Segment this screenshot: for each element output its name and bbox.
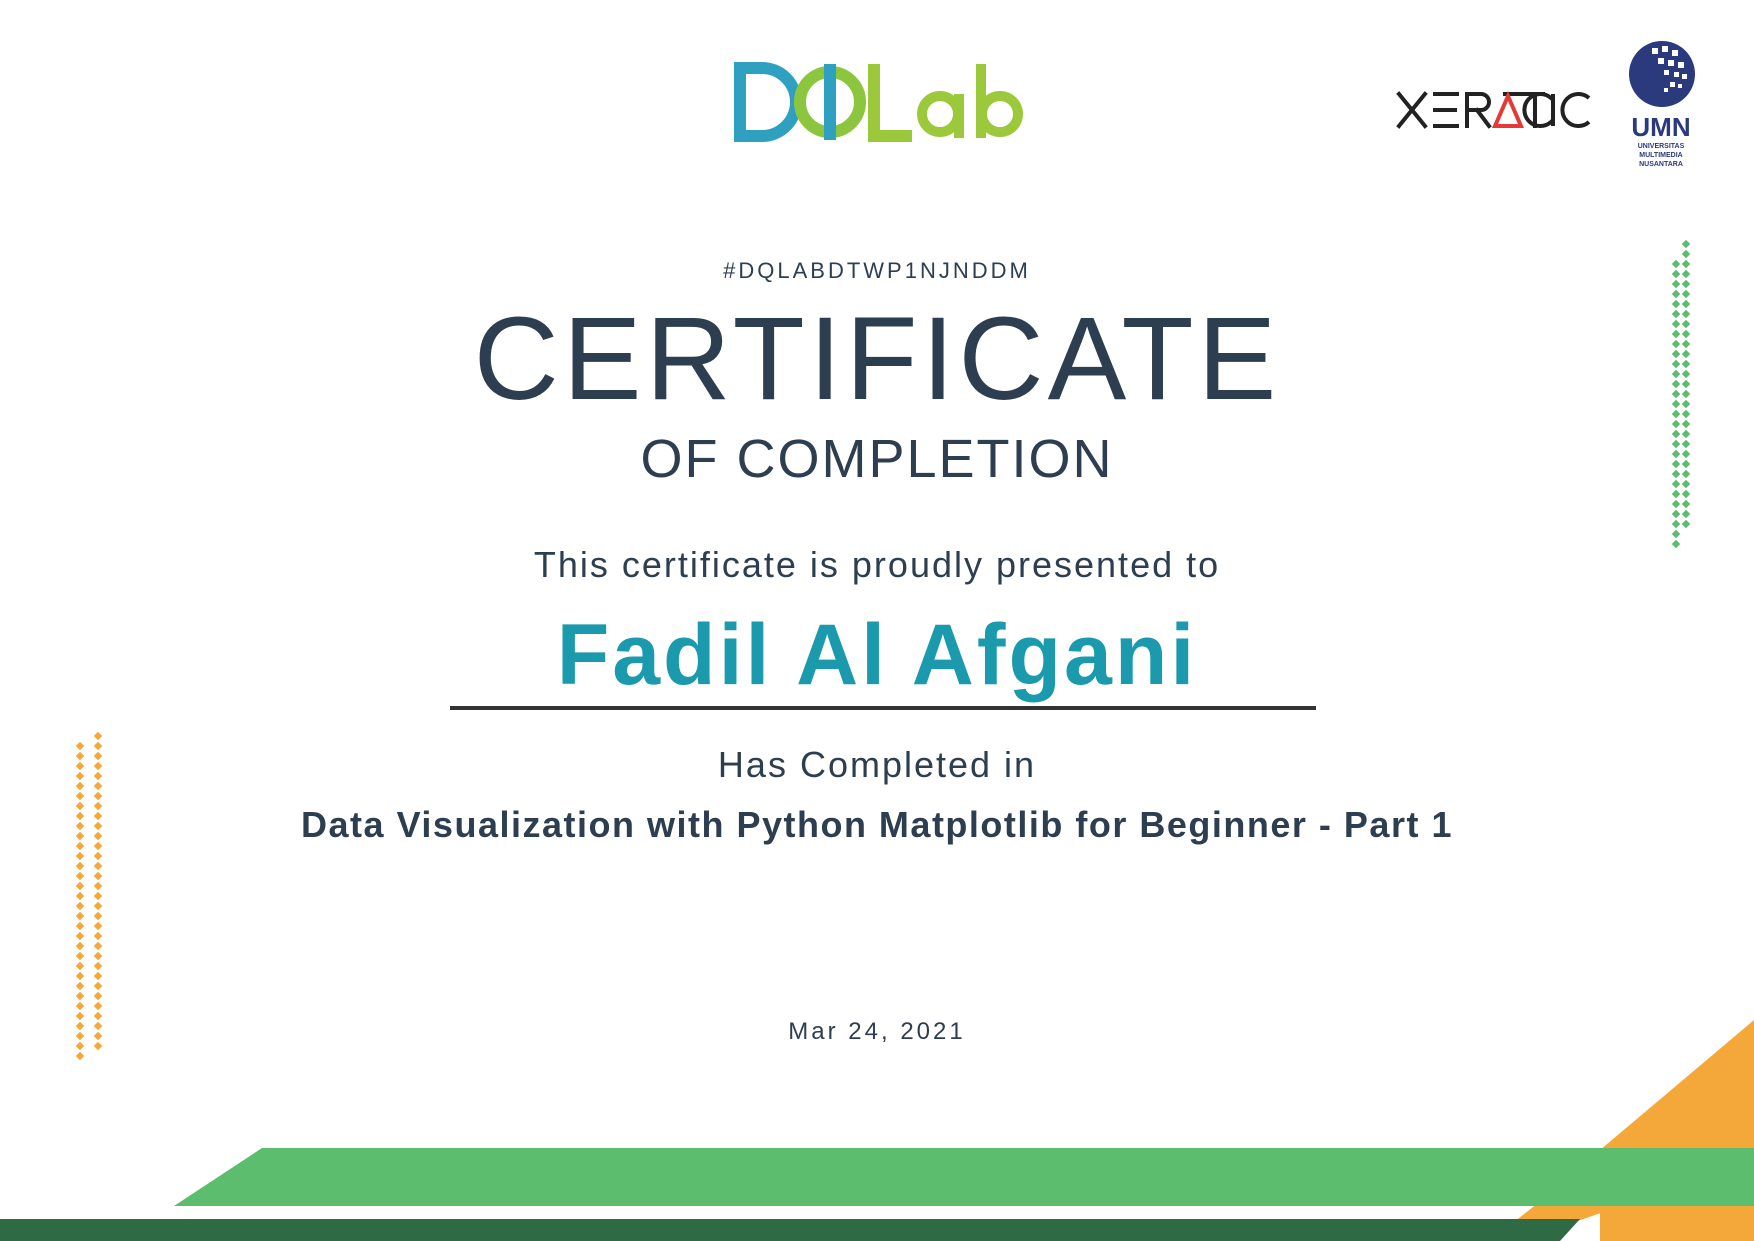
decorative-dot: [76, 872, 84, 880]
umn-sub-1: UNIVERSITAS: [1637, 143, 1685, 150]
umn-sub-2: MULTIMEDIA: [1639, 152, 1683, 159]
decorative-dot: [94, 862, 102, 870]
decorative-dot: [1682, 510, 1690, 518]
decorative-dot: [94, 912, 102, 920]
certificate-title: CERTIFICATE: [473, 293, 1281, 425]
decorative-dot: [1672, 530, 1680, 538]
decorative-dot: [76, 922, 84, 930]
decorative-dot: [76, 942, 84, 950]
decorative-dot: [94, 902, 102, 910]
recipient-name: Fadil Al Afgani: [556, 607, 1198, 703]
decorative-dot: [94, 922, 102, 930]
decorative-dot: [76, 992, 84, 1000]
decorative-dot: [94, 792, 102, 800]
decorative-dot: [76, 792, 84, 800]
decorative-dot: [1672, 520, 1680, 528]
decorative-dot: [76, 962, 84, 970]
decorative-dot: [94, 972, 102, 980]
decorative-dot: [76, 902, 84, 910]
decorative-dot: [94, 942, 102, 950]
decorative-dot: [1672, 490, 1680, 498]
decorative-dot: [94, 932, 102, 940]
decorative-dot: [1672, 420, 1680, 428]
decorative-dot: [76, 862, 84, 870]
dqlab-logo: [732, 58, 1032, 148]
decorative-dot: [94, 852, 102, 860]
name-underline: [450, 706, 1316, 710]
decorative-dot: [76, 912, 84, 920]
decorative-dot: [94, 992, 102, 1000]
decorative-dot: [94, 732, 102, 740]
certificate-subtitle: OF COMPLETION: [640, 429, 1114, 489]
decorative-dot: [94, 982, 102, 990]
decorative-dot: [1672, 500, 1680, 508]
decorative-dot: [76, 882, 84, 890]
decorative-dot: [76, 982, 84, 990]
decorative-dot: [1682, 500, 1690, 508]
decorative-dot: [94, 872, 102, 880]
decorative-dot: [94, 892, 102, 900]
dark-green-band: [0, 1219, 1580, 1241]
bottom-decorative-stripes: [0, 1000, 1754, 1241]
green-band: [174, 1148, 1754, 1206]
umn-wordmark: UMN: [1631, 112, 1691, 142]
decorative-dot: [1682, 250, 1690, 258]
decorative-dot: [1682, 240, 1690, 248]
decorative-dot: [76, 932, 84, 940]
decorative-dot: [1672, 290, 1680, 298]
completed-text: Has Completed in: [717, 744, 1037, 785]
umn-logo: [1622, 38, 1700, 170]
decorative-dot: [1682, 290, 1690, 298]
decorative-dot: [76, 892, 84, 900]
decorative-dot: [1682, 490, 1690, 498]
decorative-dot: [94, 962, 102, 970]
presented-to-text: This certificate is proudly presented to: [533, 544, 1221, 585]
certificate-serial: #DQLABDTWP1NJNDDM: [723, 258, 1031, 283]
decorative-dot: [1682, 520, 1690, 528]
decorative-dot: [76, 972, 84, 980]
decorative-dot: [94, 882, 102, 890]
umn-sub-3: NUSANTARA: [1639, 161, 1683, 168]
certificate-date: Mar 24, 2021: [788, 1018, 966, 1045]
decorative-dot: [1672, 510, 1680, 518]
xeratic-logo: [1395, 86, 1595, 136]
decorative-dot: [1682, 420, 1690, 428]
course-title: Data Visualization with Python Matplotlib for Beginner - Part 1: [301, 804, 1453, 845]
decorative-dot: [76, 952, 84, 960]
decorative-dot: [76, 852, 84, 860]
decorative-dot: [94, 952, 102, 960]
